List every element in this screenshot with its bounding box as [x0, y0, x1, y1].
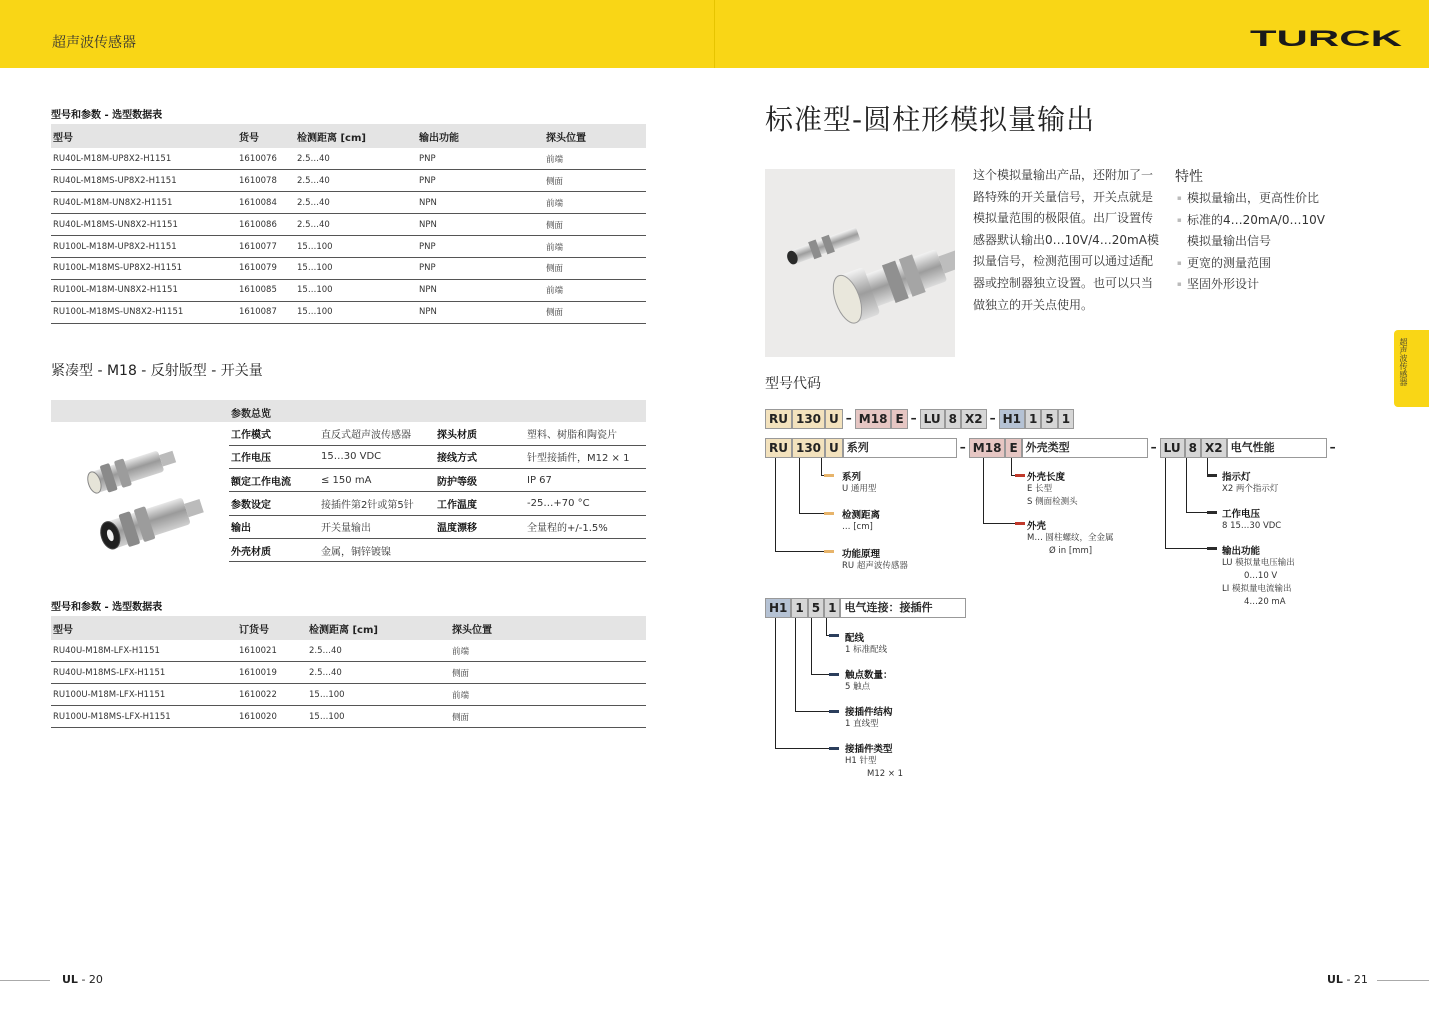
col-header: 订货号: [239, 624, 269, 636]
code-part: LU: [1160, 438, 1185, 458]
params-row: [229, 422, 646, 445]
param-value: -25…+70 °C: [525, 492, 646, 515]
length-marker: [1015, 474, 1025, 477]
series-marker: [824, 474, 834, 477]
code-part: 130: [792, 438, 825, 458]
params-title: 参数总览: [231, 409, 271, 420]
param-key: [435, 538, 525, 561]
code-part: U: [825, 409, 843, 429]
table-cell: 1610077: [237, 236, 295, 258]
param-key: 工作模式: [229, 422, 319, 445]
features-list: [1177, 188, 1347, 296]
table-cell: RU40L-M18M-UP8X2-H1151: [51, 148, 237, 170]
table1-title: 型号和参数 - 选型数据表: [51, 110, 163, 121]
page-number-left: UL - 20: [62, 973, 103, 986]
tree-line: [983, 458, 984, 524]
table-cell: 1610086: [237, 214, 295, 236]
code-dash: –: [1329, 440, 1336, 454]
code-part: X2: [1201, 438, 1227, 458]
table-cell: 前端: [544, 279, 646, 301]
col-header: 探头位置: [452, 624, 492, 636]
code-part: U: [825, 438, 843, 458]
code-dash: –: [845, 411, 852, 425]
housing-type-label: 外壳类型: [1022, 438, 1148, 458]
table-cell: 15…100: [295, 257, 417, 279]
table-cell: 1610078: [237, 170, 295, 192]
table-row: [51, 640, 646, 662]
side-tab-label: 超声波传感器: [1399, 338, 1408, 386]
conn-type-marker: [829, 747, 839, 750]
table-row: [51, 192, 646, 214]
header-bar: [0, 0, 1429, 68]
table-cell: 1610019: [237, 662, 307, 684]
param-value: 塑料、树脂和陶瓷片: [525, 422, 646, 445]
table-cell: 15…100: [295, 301, 417, 323]
code-part: H1: [765, 598, 791, 618]
params-row: [229, 469, 646, 492]
code-dash: –: [910, 411, 917, 425]
selection-table-1: [51, 124, 646, 324]
code-part: E: [891, 409, 907, 429]
tree-line: [1186, 458, 1187, 513]
svg-text:TURCK: TURCK: [1250, 30, 1402, 48]
code-dash: –: [989, 411, 996, 425]
electrical-label: 电气性能: [1227, 438, 1327, 458]
table-cell: NPN: [417, 192, 544, 214]
tree-line: [775, 458, 776, 552]
housing-marker: [1015, 522, 1025, 525]
table-cell: RU100L-M18M-UP8X2-H1151: [51, 236, 237, 258]
led-marker: [1207, 474, 1217, 477]
table-cell: 1610085: [237, 279, 295, 301]
code-part: H1: [999, 409, 1025, 429]
table-cell: 2.5…40: [295, 214, 417, 236]
table-cell: 侧面: [450, 706, 646, 728]
table-row: [51, 170, 646, 192]
model-code-full: [765, 409, 1074, 429]
principle-marker: [824, 550, 834, 553]
table-cell: PNP: [417, 148, 544, 170]
col-header: 检测距离 [cm]: [297, 132, 366, 144]
param-value: 15…30 VDC: [319, 445, 435, 468]
param-value: 直反式超声波传感器: [319, 422, 435, 445]
tree-line: [821, 458, 822, 476]
param-key: 额定工作电流: [229, 469, 319, 492]
annotation-conn-struct: 接插件结构 1 直线型: [845, 707, 893, 729]
table-row: [51, 684, 646, 706]
table-row: [51, 279, 646, 301]
col-header: 检测距离 [cm]: [309, 624, 378, 636]
param-key: 工作电压: [229, 445, 319, 468]
tree-line: [1165, 458, 1166, 549]
table-row: [51, 662, 646, 684]
code-part: X2: [961, 409, 987, 429]
feature-item: ▪ 标准的4…20mA/0…10V: [1177, 210, 1347, 232]
page-title: 标准型-圆柱形模拟量输出: [765, 103, 1096, 136]
feature-item: ▪ 坚固外形设计: [1177, 274, 1347, 296]
table-cell: RU40L-M18M-UN8X2-H1151: [51, 192, 237, 214]
table-cell: 1610076: [237, 148, 295, 170]
table-cell: 1610022: [237, 684, 307, 706]
range-marker: [824, 512, 834, 515]
table-cell: 侧面: [544, 170, 646, 192]
tree-line: [795, 618, 796, 712]
table-row: [51, 706, 646, 728]
param-value: 全量程的+/-1.5%: [525, 515, 646, 538]
connector-code: [765, 598, 966, 618]
table-cell: 15…100: [295, 279, 417, 301]
table-cell: 1610084: [237, 192, 295, 214]
table-cell: 1610087: [237, 301, 295, 323]
annotation-principle: 功能原理 RU 超声波传感器: [842, 549, 908, 571]
param-value: 接插件第2针或第5针: [319, 492, 435, 515]
table-cell: PNP: [417, 257, 544, 279]
code-part: 5: [808, 598, 824, 618]
code-part: 130: [792, 409, 825, 429]
table-cell: PNP: [417, 170, 544, 192]
annotation-wiring: 配线 1 标准配线: [845, 633, 888, 655]
param-value: ≤ 150 mA: [319, 469, 435, 492]
table-cell: RU100L-M18M-UN8X2-H1151: [51, 279, 237, 301]
table-cell: RU40L-M18MS-UP8X2-H1151: [51, 170, 237, 192]
param-value: [525, 538, 646, 561]
params-row: [229, 492, 646, 515]
annotation-led: 指示灯 X2 两个指示灯: [1222, 472, 1279, 494]
series-label: 系列: [843, 438, 957, 458]
table-cell: 前端: [450, 640, 646, 662]
annotation-output: 输出功能 LU 模拟量电压输出 0…10 V LI 模拟量电流输出 4…20 mA: [1222, 546, 1295, 607]
code-part: 8: [945, 409, 961, 429]
table-cell: RU40L-M18MS-UN8X2-H1151: [51, 214, 237, 236]
table-cell: RU100U-M18M-LFX-H1151: [51, 684, 237, 706]
feature-item: ▪ 更宽的测量范围: [1177, 253, 1347, 275]
code-part: LU: [920, 409, 945, 429]
code-part: 1: [1058, 409, 1074, 429]
col-header: 输出功能: [419, 132, 459, 144]
annotation-contacts: 触点数量： 5 触点: [845, 670, 893, 692]
code-part: 1: [1025, 409, 1041, 429]
table-cell: 前端: [450, 684, 646, 706]
compact-sensor-image: [51, 422, 229, 572]
table-cell: 前端: [544, 192, 646, 214]
annotation-length: 外壳长度 E 长型 S 侧面检测头: [1027, 472, 1078, 507]
table-row: [51, 236, 646, 258]
table-cell: PNP: [417, 236, 544, 258]
table2-title: 型号和参数 - 选型数据表: [51, 602, 163, 613]
params-row: [229, 538, 646, 561]
table-cell: 1610020: [237, 706, 307, 728]
code-dash: –: [959, 440, 966, 454]
params-header: [51, 400, 646, 422]
table-cell: RU40U-M18MS-LFX-H1151: [51, 662, 237, 684]
output-marker: [1207, 547, 1217, 550]
code-part: 1: [824, 598, 840, 618]
param-key: 工作温度: [435, 492, 525, 515]
connection-label: 电气连接：接插件: [840, 598, 966, 618]
footer-rule: [1377, 980, 1429, 981]
col-header: 型号: [53, 132, 73, 144]
annotation-voltage: 工作电压 8 15…30 VDC: [1222, 509, 1282, 531]
col-header: 型号: [53, 624, 73, 636]
voltage-marker: [1207, 511, 1217, 514]
product-photo: [765, 169, 955, 357]
model-code-breakdown: [765, 438, 1339, 458]
tree-line: [775, 748, 833, 749]
page-number-right: UL - 21: [1327, 973, 1368, 986]
model-code-title: 型号代码: [765, 376, 821, 392]
table-cell: 侧面: [544, 214, 646, 236]
param-key: 参数设定: [229, 492, 319, 515]
param-value: 开关量输出: [319, 515, 435, 538]
table-cell: 侧面: [544, 257, 646, 279]
table-header-row: [51, 124, 646, 148]
table-cell: 15…100: [295, 236, 417, 258]
param-key: 温度漂移: [435, 515, 525, 538]
table-cell: NPN: [417, 214, 544, 236]
annotation-range: 检测距离 … [cm]: [842, 510, 881, 532]
tree-line: [1165, 548, 1213, 549]
compact-heading: 紧凑型 - M18 - 反射版型 - 开关量: [51, 363, 263, 379]
table-cell: 2.5…40: [295, 148, 417, 170]
table-cell: NPN: [417, 301, 544, 323]
param-key: 防护等级: [435, 469, 525, 492]
conn-struct-marker: [829, 710, 839, 713]
table-row: [51, 301, 646, 323]
col-header: 探头位置: [546, 132, 586, 144]
table-cell: 2.5…40: [307, 640, 450, 662]
selection-table-2: [51, 616, 646, 728]
params-row: [229, 515, 646, 538]
tree-line: [799, 458, 800, 514]
code-part: M18: [855, 409, 892, 429]
feature-item: 模拟量输出信号: [1187, 234, 1272, 249]
table-cell: 2.5…40: [295, 192, 417, 214]
param-value: 金属，铜锌镀镍: [319, 538, 435, 561]
table-cell: 侧面: [544, 301, 646, 323]
table-cell: 2.5…40: [307, 662, 450, 684]
param-key: 接线方式: [435, 445, 525, 468]
table-row: [51, 148, 646, 170]
table-cell: RU100L-M18MS-UN8X2-H1151: [51, 301, 237, 323]
code-part: 1: [791, 598, 807, 618]
param-value: 针型接插件，M12 × 1: [525, 445, 646, 468]
table-cell: 15…100: [307, 706, 450, 728]
code-part: E: [1005, 438, 1021, 458]
table-cell: 1610079: [237, 257, 295, 279]
table-cell: RU100U-M18MS-LFX-H1151: [51, 706, 237, 728]
features-title: 特性: [1175, 169, 1203, 185]
section-title: 超声波传感器: [52, 35, 136, 51]
code-part: RU: [765, 438, 792, 458]
annotation-conn-type: 接插件类型 H1 针型 M12 × 1: [845, 744, 904, 779]
code-part: M18: [969, 438, 1006, 458]
table-cell: RU40U-M18M-LFX-H1151: [51, 640, 237, 662]
table-cell: 侧面: [450, 662, 646, 684]
params-row: [229, 445, 646, 468]
param-key: 外壳材质: [229, 538, 319, 561]
annotation-series: 系列 U 通用型: [842, 472, 877, 494]
tree-line: [795, 711, 833, 712]
code-part: RU: [765, 409, 792, 429]
param-key: 探头材质: [435, 422, 525, 445]
param-key: 输出: [229, 515, 319, 538]
code-part: 8: [1185, 438, 1201, 458]
table-cell: 15…100: [307, 684, 450, 706]
code-dash: –: [1150, 440, 1157, 454]
annotation-housing: 外壳 M… 圆柱螺纹，全金属 Ø in [mm]: [1027, 521, 1114, 556]
table-cell: 前端: [544, 148, 646, 170]
col-header: 货号: [239, 132, 259, 144]
table-cell: NPN: [417, 279, 544, 301]
table-cell: 1610021: [237, 640, 307, 662]
table-row: [51, 257, 646, 279]
tree-line: [1011, 458, 1012, 476]
tree-line: [775, 618, 776, 749]
feature-item: ▪ 模拟量输出，更高性价比: [1177, 188, 1347, 210]
params-table: [229, 422, 646, 562]
table-cell: 2.5…40: [295, 170, 417, 192]
wiring-marker: [829, 634, 839, 637]
side-tab[interactable]: [1394, 330, 1429, 407]
tree-line: [811, 618, 812, 675]
turck-logo: [1250, 30, 1402, 48]
param-value: IP 67: [525, 469, 646, 492]
code-part: 5: [1041, 409, 1057, 429]
contacts-marker: [829, 673, 839, 676]
tree-line: [826, 618, 827, 636]
page-divider: [714, 0, 715, 68]
description-text: 这个模拟量输出产品，还附加了一路特殊的开关量信号，开关点就是模拟量范围的极限值。出厂设置传感器默认输出0…10V/4…20mA模拟量信号，检测范围可以通过适配器或控制器独立设置。也可以只当做独立的开关点使用。: [973, 168, 1159, 312]
footer-rule: [0, 980, 50, 981]
table-row: [51, 214, 646, 236]
table-cell: RU100L-M18MS-UP8X2-H1151: [51, 257, 237, 279]
tree-line: [775, 551, 830, 552]
table-header-row: [51, 616, 646, 640]
table-cell: 前端: [544, 236, 646, 258]
